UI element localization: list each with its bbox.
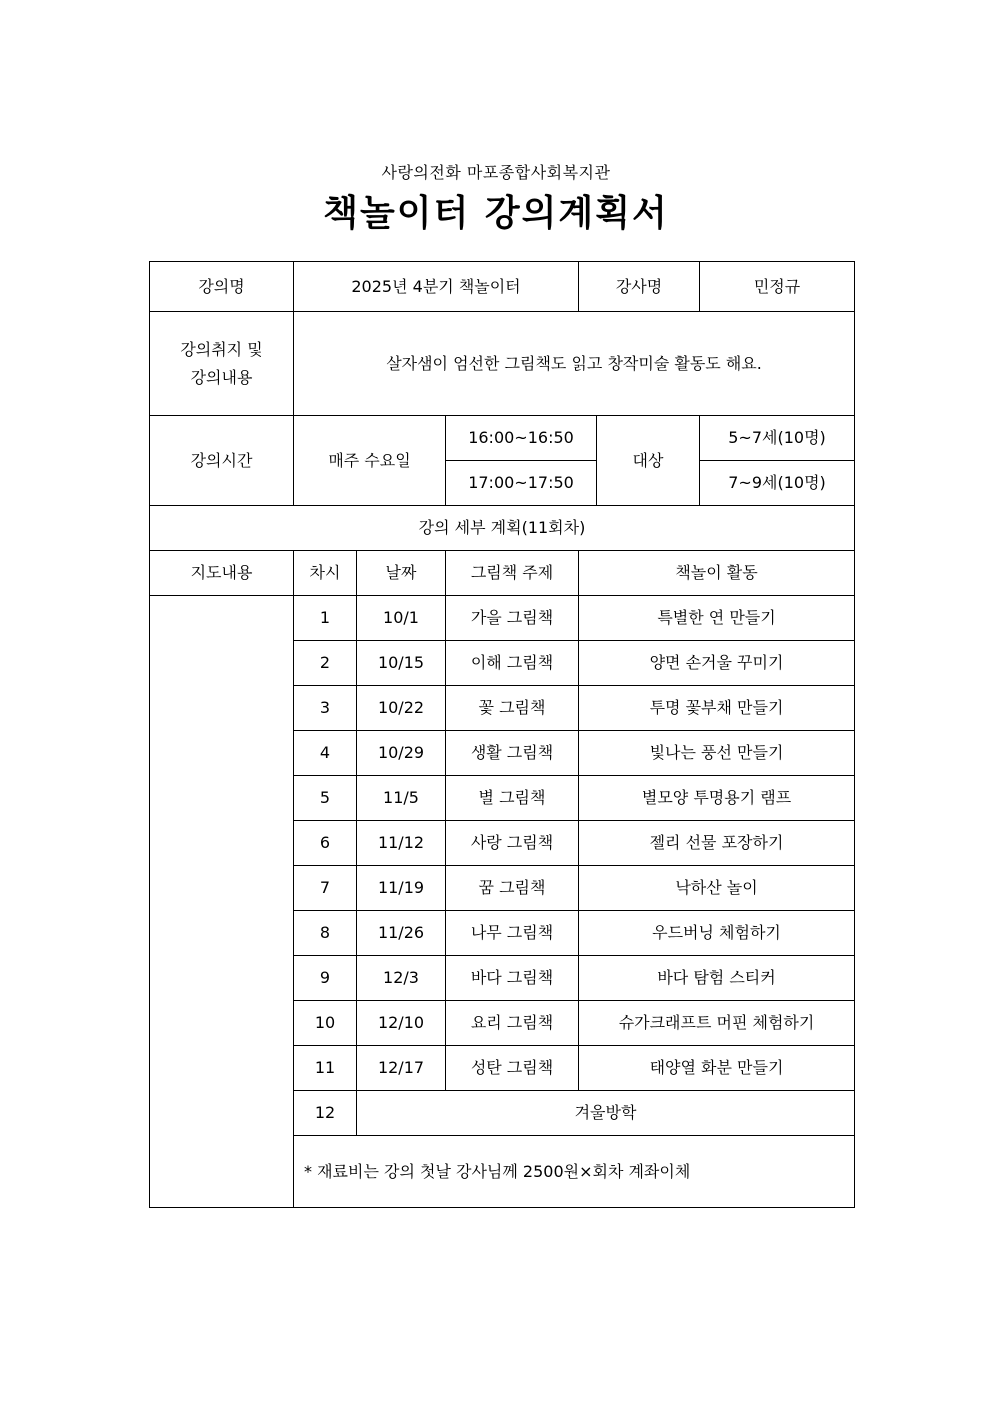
session-no: 9 [294,956,357,1001]
session-date: 11/12 [357,821,446,866]
session-activity: 슈가크래프트 머핀 체험하기 [579,1001,855,1046]
session-activity: 특별한 연 만들기 [579,596,855,641]
session-no: 1 [294,596,357,641]
purpose-row [150,312,855,416]
session-date: 12/10 [357,1001,446,1046]
purpose-label [150,312,294,416]
session-theme: 가을 그림책 [446,596,579,641]
time-row-1 [150,416,855,461]
session-date: 12/17 [357,1046,446,1091]
session-no: 5 [294,776,357,821]
session-date: 10/15 [357,641,446,686]
session-theme: 바다 그림책 [446,956,579,1001]
session-no: 8 [294,911,357,956]
session-no: 4 [294,731,357,776]
time-slot: 16:00~16:50 [446,416,597,461]
session-theme: 꿈 그림책 [446,866,579,911]
session-activity: 빛나는 풍선 만들기 [579,731,855,776]
session-date: 11/5 [357,776,446,821]
session-theme: 사랑 그림책 [446,821,579,866]
purpose-value: 살자샘이 엄선한 그림책도 읽고 창작미술 활동도 해요. [294,312,855,416]
session-date: 10/29 [357,731,446,776]
target-group: 5~7세(10명) [700,416,855,461]
guidance-content-cell [150,596,294,1208]
time-slot: 17:00~17:50 [446,461,597,506]
header-session-no: 차시 [294,551,357,596]
session-date: 10/1 [357,596,446,641]
session-date: 11/26 [357,911,446,956]
session-activity: 젤리 선물 포장하기 [579,821,855,866]
break-session-no: 12 [294,1091,357,1136]
instructor-label: 강사명 [579,262,700,312]
header-date: 날짜 [357,551,446,596]
lecture-plan-table [149,261,855,1208]
session-theme: 생활 그림책 [446,731,579,776]
material-fee-note: * 재료비는 강의 첫날 강사님께 2500원×회차 계좌이체 [294,1136,855,1208]
session-date: 12/3 [357,956,446,1001]
session-theme: 요리 그림책 [446,1001,579,1046]
session-no: 7 [294,866,357,911]
section-title-row [150,506,855,551]
header-guidance: 지도내용 [150,551,294,596]
session-no: 3 [294,686,357,731]
organization-name: 사랑의전화 마포종합사회복지관 [381,163,611,182]
target-group: 7~9세(10명) [700,461,855,506]
target-label: 대상 [597,416,700,506]
session-theme: 이해 그림책 [446,641,579,686]
document-title: 책놀이터 강의계획서 [323,193,669,234]
session-activity: 투명 꽃부채 만들기 [579,686,855,731]
header-theme: 그림책 주제 [446,551,579,596]
course-name-label: 강의명 [150,262,294,312]
session-activity: 태양열 화분 만들기 [579,1046,855,1091]
session-theme: 성탄 그림책 [446,1046,579,1091]
time-label: 강의시간 [150,416,294,506]
header-activity: 책놀이 활동 [579,551,855,596]
session-row [150,596,855,641]
course-name-value: 2025년 4분기 책놀이터 [294,262,579,312]
session-date: 11/19 [357,866,446,911]
session-theme: 별 그림책 [446,776,579,821]
session-no: 6 [294,821,357,866]
plan-header-row [150,551,855,596]
course-name-row [150,262,855,312]
session-activity: 우드버닝 체험하기 [579,911,855,956]
session-date: 10/22 [357,686,446,731]
session-theme: 꽃 그림책 [446,686,579,731]
session-activity: 바다 탐험 스티커 [579,956,855,1001]
session-theme: 나무 그림책 [446,911,579,956]
session-no: 11 [294,1046,357,1091]
session-activity: 낙하산 놀이 [579,866,855,911]
plan-section-title: 강의 세부 계획(11회차) [150,506,855,551]
instructor-value: 민정규 [700,262,855,312]
session-no: 10 [294,1001,357,1046]
session-activity: 양면 손거울 꾸미기 [579,641,855,686]
session-no: 2 [294,641,357,686]
purpose-label-line2: 강의내용 [190,367,253,387]
break-label: 겨울방학 [357,1091,855,1136]
purpose-label-line1: 강의취지 및 [180,340,263,360]
session-activity: 별모양 투명용기 램프 [579,776,855,821]
class-day: 매주 수요일 [294,416,446,506]
